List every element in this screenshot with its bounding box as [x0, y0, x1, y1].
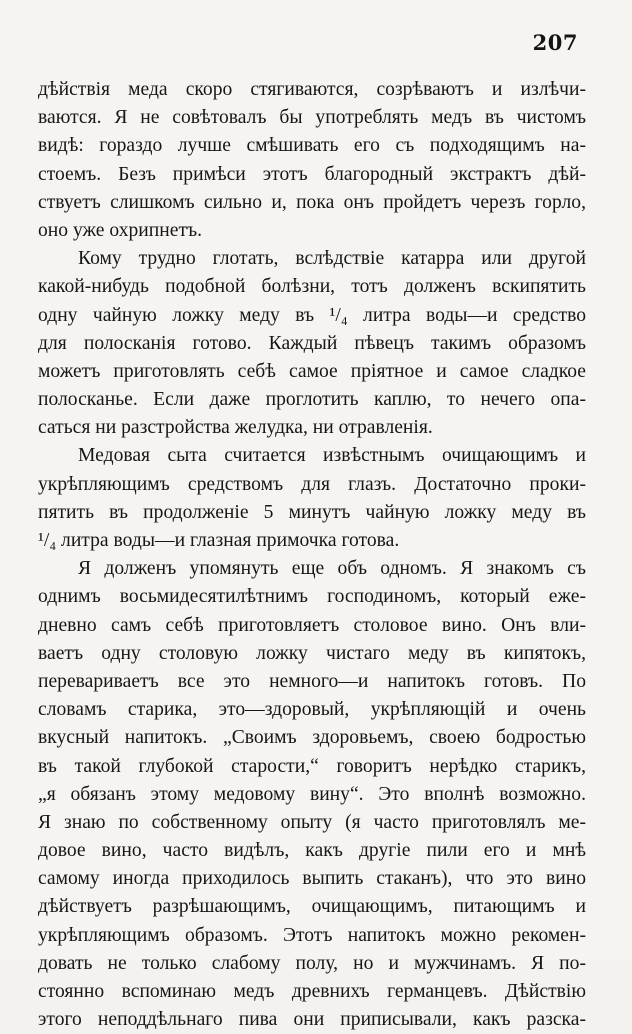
text-line: довое вино, часто видѣлъ, какъ другіе пили его и мнѣ: [38, 840, 586, 862]
text-line: довать не только слабому полу, но и мужчинамъ. Я по-: [38, 952, 586, 974]
text-line: полосканье. Если даже проглотить каплю, то нечего опа-: [38, 389, 586, 411]
text-line: какой-нибудь подобной болѣзни, тотъ долженъ вскипятить: [38, 276, 586, 298]
text-line: однимъ восьмидесятилѣтнимъ господиномъ, который еже-: [38, 586, 586, 608]
paragraph: [38, 442, 586, 555]
text-line: ¹/₄ литра воды—и глазная примочка готова.: [38, 530, 400, 551]
text-line: укрѣпляющимъ средствомъ для глазъ. Достаточно проки-: [38, 473, 586, 495]
text-line: перевариваетъ все это немного—и напитокъ готовъ. По: [38, 670, 586, 692]
text-line: ваются. Я не совѣтовалъ бы употреблять медъ въ чистомъ: [38, 107, 586, 129]
paragraph: [38, 555, 586, 1034]
text-line: Медовая сыта считается извѣстнымъ очищающимъ и: [78, 445, 586, 467]
text-line: Я знаю по собственному опыту (я часто приготовлялъ ме-: [38, 811, 586, 833]
page-number: 207: [532, 30, 578, 55]
text-line: стоемъ. Безъ примѣси этотъ благородный экстрактъ дѣй-: [38, 163, 586, 185]
text-line: Я долженъ упомянуть еще объ одномъ. Я знакомъ съ: [78, 558, 586, 580]
text-line: видѣ: гораздо лучше смѣшивать его съ подходящимъ на-: [38, 135, 586, 157]
text-line: саться ни разстройства желудка, ни отравленія.: [38, 417, 433, 439]
text-line: ваетъ одну столовую ложку чистаго меду въ кипятокъ,: [38, 642, 586, 664]
text-line: этого неподдѣльнаго пива они приписывали, какъ разска-: [38, 1009, 586, 1031]
text-line: дневно самъ себѣ приготовляетъ столовое вино. Онъ вли-: [38, 614, 586, 636]
text-line: дѣйствія меда скоро стягиваются, созрѣваютъ и излѣчи-: [38, 79, 586, 100]
text-line: для полосканія готово. Каждый пѣвецъ такимъ образомъ: [38, 332, 586, 354]
text-line: дѣйствуетъ разрѣшающимъ, очищающимъ, питающимъ и: [38, 896, 586, 918]
page-body: [38, 76, 586, 1034]
text-line: одну чайную ложку меду въ ¹/₄ литра воды—и средство: [38, 304, 586, 326]
text-line: самому иногда приходилось выпить стаканъ), что это вино: [38, 868, 586, 890]
text-line: оно уже охрипнетъ.: [38, 219, 203, 241]
text-line: „я обязанъ этому медовому вину“. Это вполнѣ возможно.: [38, 783, 586, 805]
text-line: пятить въ продолженіе 5 минутъ чайную ложку меду въ: [38, 501, 586, 523]
paragraph: [38, 76, 586, 245]
text-line: укрѣпляющимъ образомъ. Этотъ напитокъ можно рекомен-: [38, 924, 586, 946]
text-line: стоянно вспоминаю медъ древнихъ германцевъ. Дѣйствію: [38, 981, 586, 1002]
paragraph: [38, 245, 586, 442]
text-line: вкусный напитокъ. „Своимъ здоровьемъ, своею бодростью: [38, 727, 586, 749]
text-line: можетъ приготовлять себѣ самое пріятное и самое сладкое: [38, 360, 586, 382]
text-line: словамъ старика, это—здоровый, укрѣпляющій и очень: [38, 699, 586, 721]
text-line: ствуетъ слишкомъ сильно и, пока онъ пройдетъ черезъ горло,: [38, 191, 586, 213]
text-line: Кому трудно глотать, вслѣдствіе катарра или другой: [78, 248, 586, 270]
text-line: въ такой глубокой старости,“ говоритъ нерѣдко старикъ,: [38, 755, 586, 777]
